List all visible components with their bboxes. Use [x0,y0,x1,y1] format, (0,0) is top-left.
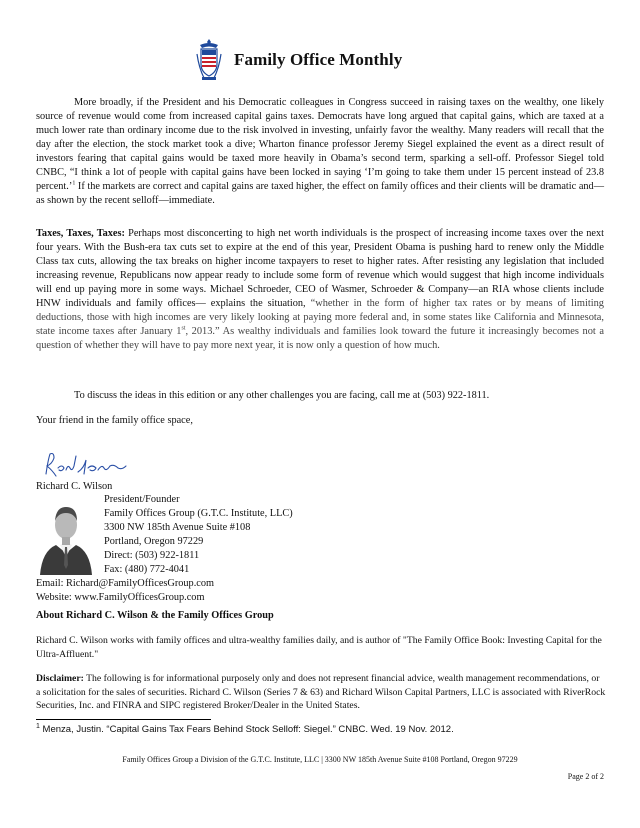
online-contact [36,577,214,606]
signature-fax: Fax: (480) 772-4041 [104,564,190,576]
paragraph-capital-gains-text: More broadly, if the President and his Democratic colleagues in Congress succeed in raising taxes on the wealthy, one likely source of revenue would come from increased capital gains taxes. Democrats have long argued that capital gains, which are taxed at a much lower rate than ordinary income due to the risk involved in investing, unfairly favor the wealthy. Many readers will recall that the day after the election, the stock market took a dive; Wharton finance professor Jeremy Siegel explained the event as a direct result of investors fearing that capital gains would be taxed more heavily in Obama’s second term, sparking a sell-off. Professor Siegel told CNBC, “I think a lot of people with capital gains have been locked in saying ‘I’m going to take them under 15 percent instead of 23.8 percent.’ [36,97,604,192]
headshot-photo [38,495,94,575]
footnote-text: Menza, Justin. “Capital Gains Tax Fears Behind Stock Selloff: Siegel.” CNBC. Wed. 19 Nov. 2012. [39,724,454,735]
paragraph-taxes [36,227,604,353]
quote-end: , 2013.” As wealthy individuals and families look toward the future it increasingly becomes not a question of whether they will have to pay more next year, it is now only a question of how much. [36,326,604,351]
footnote-reference[interactable]: 1 [72,180,76,187]
paragraph-closing: Your friend in the family office space, [36,415,193,426]
footnote-number: 1 [36,722,40,730]
paragraph-taxes-heading: Taxes, Taxes, Taxes: [36,228,125,239]
paragraph-capital-gains-end: If the markets are correct and capital gains are taxed higher, the effect on family offices and their clients will be dramatic and—as shown by the recent selloff—immediate. [36,181,604,206]
website-link[interactable]: Website: www.FamilyOfficesGroup.com [36,592,205,604]
contact-details [104,493,293,578]
signature-company: Family Offices Group (G.T.C. Institute, LLC) [104,508,293,520]
crest-logo-icon [196,38,222,82]
signature-direct-phone: Direct: (503) 922-1811 [104,550,200,562]
signature-name: Richard C. Wilson [36,481,113,492]
disclaimer-text: The following is for informational purposely only and does not represent financial advice, wealth management recommendations, or a solicitation for the sales of securities. Richard C. Wilson (Series 7 & 63) and Richard Wilson Capital Partners, LLC is associated with RiverRock Securities, Inc. and FINRA and SIPC registered Broker/Dealer in the United States. [36,673,606,711]
signature-address-line1: 3300 NW 185th Avenue Suite #108 [104,522,251,534]
paragraph-contact-call: To discuss the ideas in this edition or any other challenges you are facing, call me at (503) 922-1811. [74,390,490,401]
page-footer: Family Offices Group a Division of the G.T.C. Institute, LLC | 3300 NW 185th Avenue Suite #108 Portland, Oregon 97229 [122,755,518,764]
about-heading: About Richard C. Wilson & the Family Offices Group [36,610,274,621]
signature-address-line2: Portland, Oregon 97229 [104,536,204,548]
quote-superscript: st [181,325,186,332]
email-link[interactable]: Email: Richard@FamilyOfficesGroup.com [36,578,215,589]
masthead-header [0,36,640,84]
paragraph-taxes-text: Perhaps most disconcerting to high net worth individuals is the prospect of increasing income taxes over the next four years. With the Bush-era tax cuts set to expire at the end of this year, President Obama is pushing hard to renew only the Middle Class tax cuts, allowing the tax breaks on higher income taxpayers to reset to higher rates. After resisting any legislation that included increasing revenue, Republicans now appear ready to include some form of revenue which would suggest that high income individuals will end up paying more in some ways. Michael Schroeder, CEO of Wasmer, Schroeder & Company—an RIA whose clients include HNW individuals and family offices— explains the situation, [36,228,604,309]
footnote [36,724,454,735]
signature-title: President/Founder [104,494,180,505]
disclaimer-label: Disclaimer: [36,673,84,684]
footnote-divider [36,719,211,720]
page-number: Page 2 of 2 [567,772,604,781]
quote-start: “whether in the form of higher tax rates or by means of limiting deductions, those with high incomes are very likely looking at paying more federal and, in some states like California and Minnesota, state income taxes after January 1 [36,298,604,337]
handwritten-signature-icon [40,448,130,482]
paragraph-capital-gains [36,96,604,208]
about-text: Richard C. Wilson works with family offices and ultra-wealthy families daily, and is author of "The Family Office Book: Investing Capital for the Ultra-Affluent." [36,635,602,660]
page-title: Family Office Monthly [234,50,403,69]
disclaimer [36,672,606,713]
